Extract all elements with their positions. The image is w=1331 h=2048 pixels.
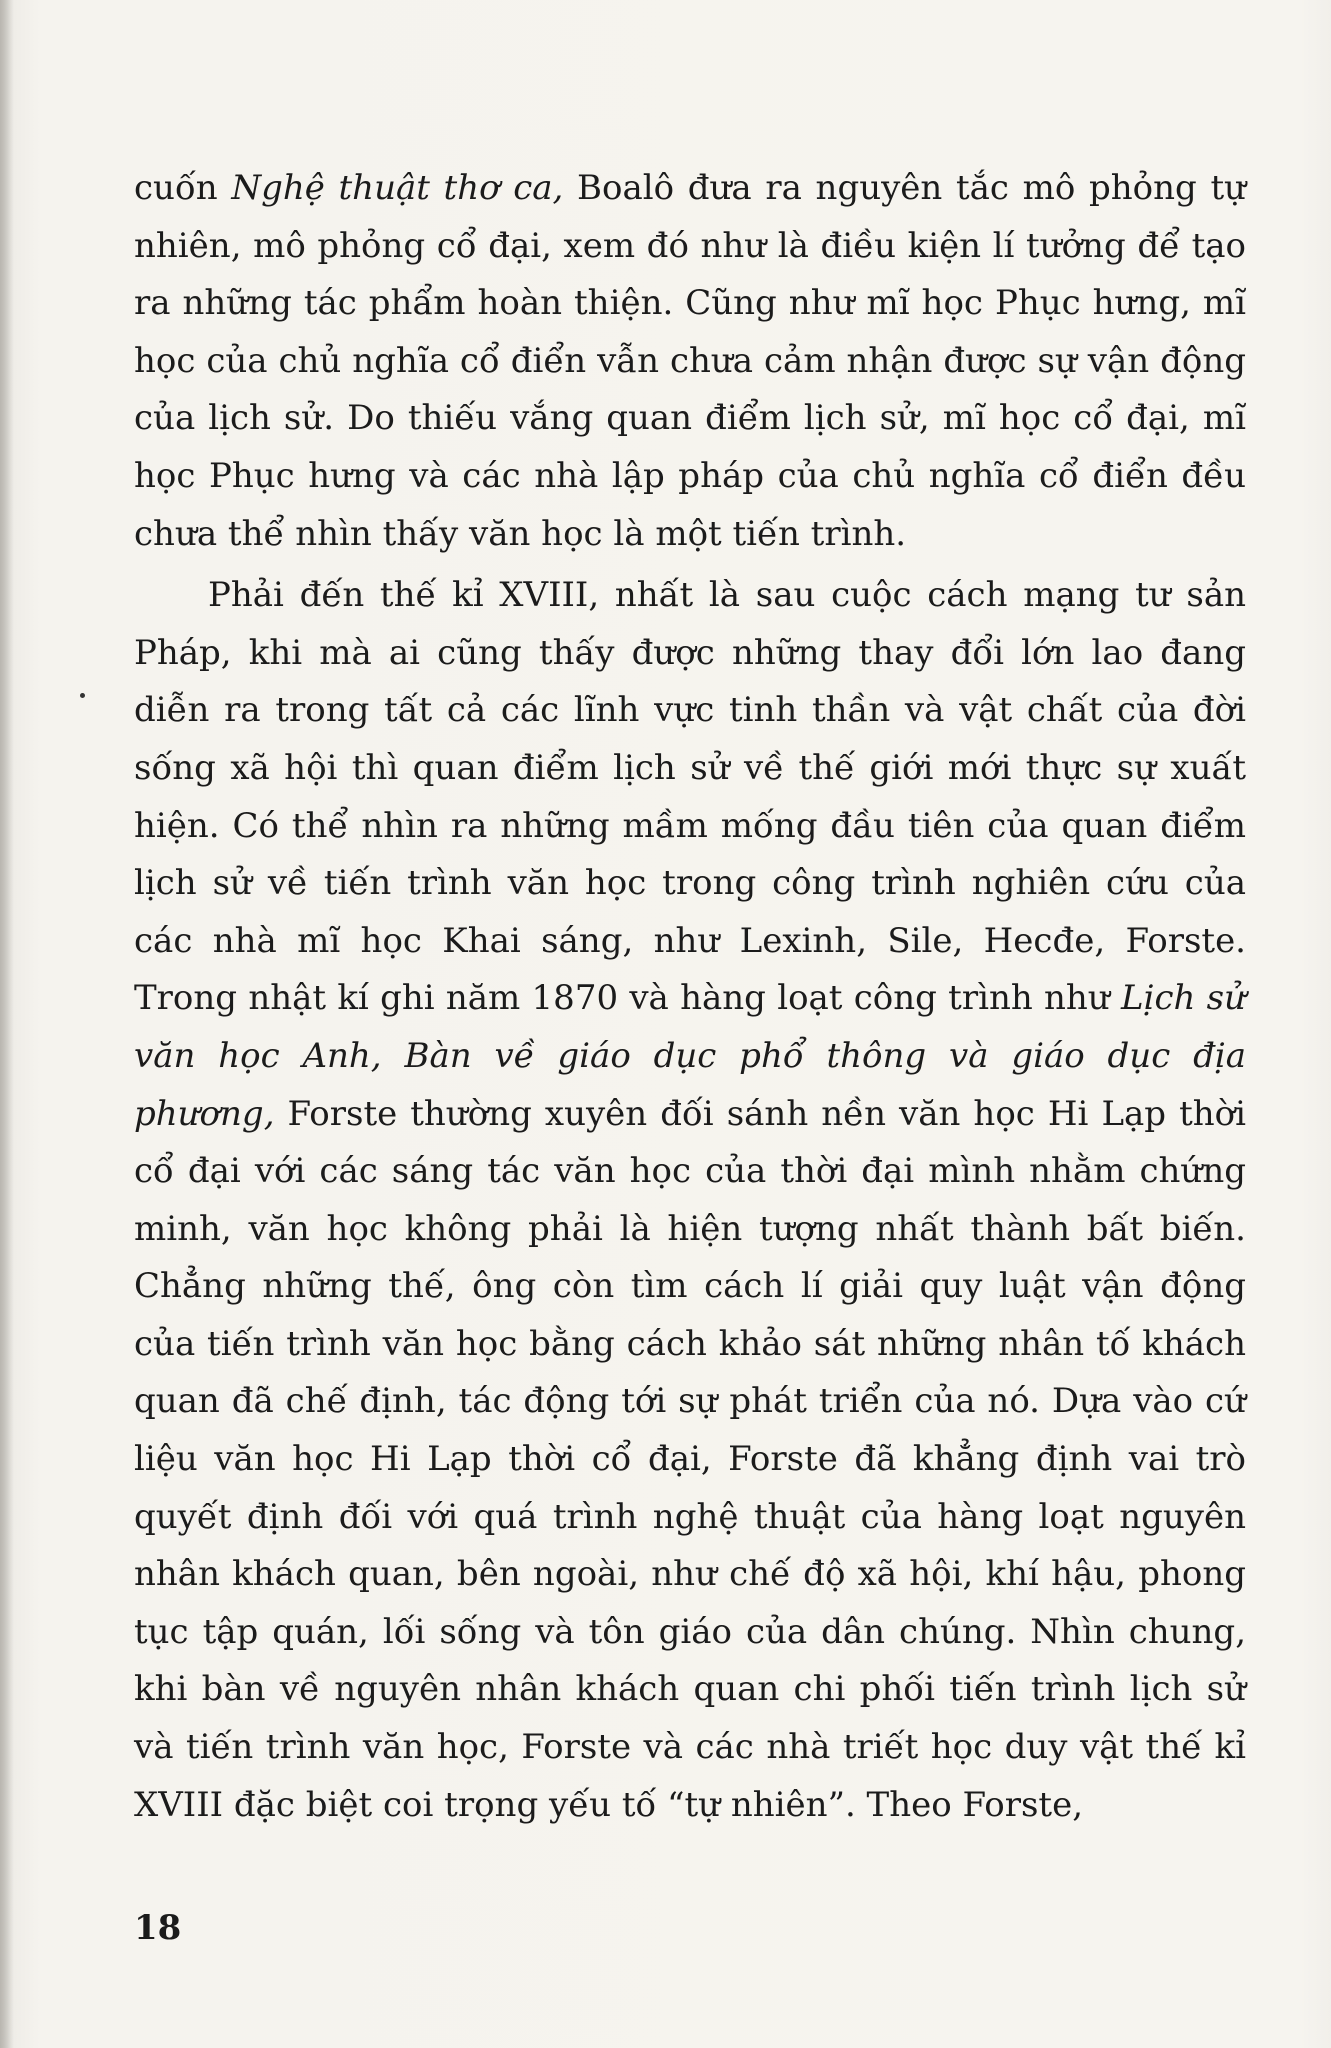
body-text <box>134 160 1246 1838</box>
paragraph-1-run-1: cuốn <box>134 168 232 208</box>
paragraph-2-run-3: Forste thường xuyên đối sánh nền văn học Hi Lạp thời cổ đại với các sáng tác văn học của thời đại mình nhằm chứng minh, văn học không phải là hiện tượng nhất thành bất biến. Chẳng những thế, ông còn tìm cách lí giải quy luật vận động của tiến trình văn học bằng cách khảo sát những nhân tố khách quan đã chế định, tác động tới sự phát triển của nó. Dựa vào cứ liệu văn học Hi Lạp thời cổ đại, Forste đã khẳng định vai trò quyết định đối với quá trình nghệ thuật của hàng loạt nguyên nhân khách quan, bên ngoài, như chế độ xã hội, khí hậu, phong tục tập quán, lối sống và tôn giáo của dân chúng. Nhìn chung, khi bàn về nguyên nhân khách quan chi phối tiến trình lịch sử và tiến trình văn học, Forste và các nhà triết học duy vật thế kỉ XVIII đặc biệt coi trọng yếu tố “tự nhiên”. Theo Forste, <box>134 1093 1246 1825</box>
paragraph-2 <box>134 567 1246 1834</box>
binding-shadow <box>0 0 14 2048</box>
paragraph-1-run-2-italic-title: Nghệ thuật thơ ca, <box>231 168 564 208</box>
page-number: 18 <box>134 1908 182 1948</box>
ink-speck <box>80 693 85 698</box>
paragraph-1-run-3: Boalô đưa ra nguyên tắc mô phỏng tự nhiên, mô phỏng cổ đại, xem đó như là điều kiện lí tưởng để tạo ra những tác phẩm hoàn thiện. Cũng như mĩ học Phục hưng, mĩ học của chủ nghĩa cổ điển vẫn chưa cảm nhận được sự vận động của lịch sử. Do thiếu vắng quan điểm lịch sử, mĩ học cổ đại, mĩ học Phục hưng và các nhà lập pháp của chủ nghĩa cổ điển đều chưa thể nhìn thấy văn học là một tiến trình. <box>134 168 1247 554</box>
paragraph-1 <box>134 160 1246 563</box>
paragraph-2-run-1: Phải đến thế kỉ XVIII, nhất là sau cuộc cách mạng tư sản Pháp, khi mà ai cũng thấy được những thay đổi lớn lao đang diễn ra trong tất cả các lĩnh vực tinh thần và vật chất của đời sống xã hội thì quan điểm lịch sử về thế giới mới thực sự xuất hiện. Có thể nhìn ra những mầm mống đầu tiên của quan điểm lịch sử về tiến trình văn học trong công trình nghiên cứu của các nhà mĩ học Khai sáng, như Lexinh, Sile, Hecđe, Forste. Trong nhật kí ghi năm 1870 và hàng loạt công trình như <box>134 575 1246 1019</box>
paragraph-2-run-2-italic-titles: Lịch sử văn học Anh, Bàn về giáo dục phổ thông và giáo dục địa phương, <box>134 978 1247 1134</box>
